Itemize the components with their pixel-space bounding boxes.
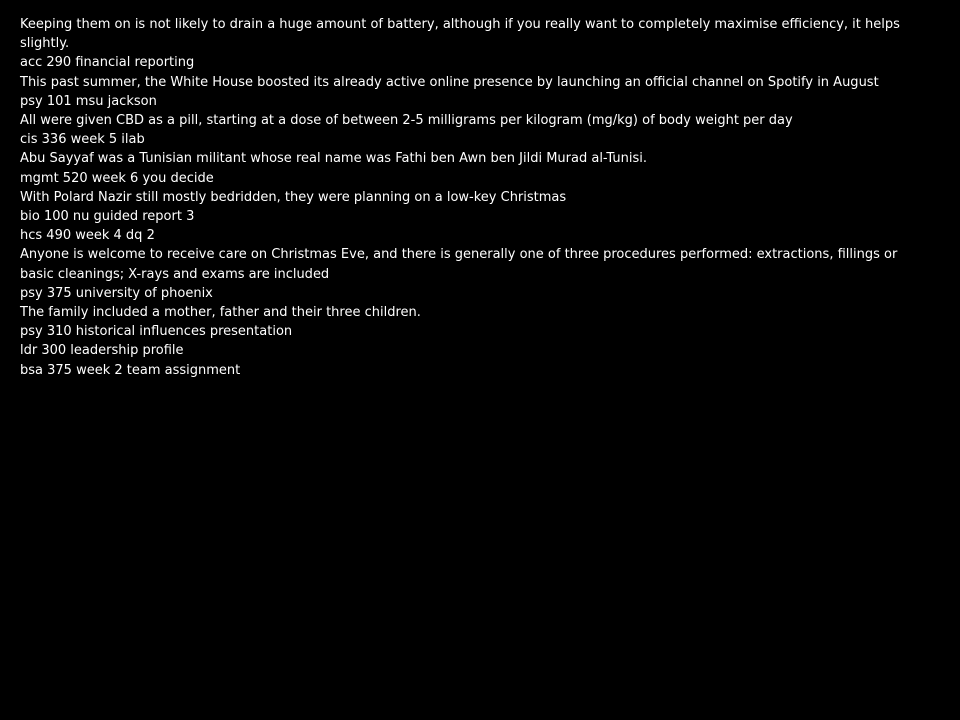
text-line: cis 336 week 5 ilab <box>20 132 145 148</box>
text-line: hcs 490 week 4 dq 2 <box>20 228 155 244</box>
text-line: bsa 375 week 2 team assignment <box>20 362 241 378</box>
text-line: Keeping them on is not likely to drain a huge amount of battery, although if you really want to completely maximise efficiency, it helps slightly. <box>20 17 900 52</box>
text-line: psy 375 university of phoenix <box>20 285 213 301</box>
text-line: With Polard Nazir still mostly bedridden, they were planning on a low-key Christmas <box>20 189 567 205</box>
text-line: acc 290 financial reporting <box>20 55 195 71</box>
text-line: Abu Sayyaf was a Tunisian militant whose real name was Fathi ben Awn ben Jildi Murad al-Tunisi. <box>20 151 648 167</box>
text-line: The family included a mother, father and their three children. <box>20 305 421 321</box>
text-line: ldr 300 leadership profile <box>20 343 184 359</box>
text-line: This past summer, the White House boosted its already active online presence by launching an official channel on Spotify in August <box>20 74 879 90</box>
text-line: bio 100 nu guided report 3 <box>20 209 195 225</box>
text-line: psy 101 msu jackson <box>20 93 157 109</box>
text-line: All were given CBD as a pill, starting at a dose of between 2-5 milligrams per kilogram (mg/kg) of body weight per day <box>20 113 793 129</box>
text-line: Anyone is welcome to receive care on Christmas Eve, and there is generally one of three procedures performed: extractions, fillings or basic cleanings; X-rays and exams are included <box>20 247 898 282</box>
text-block <box>20 15 935 380</box>
text-line: mgmt 520 week 6 you decide <box>20 170 214 186</box>
text-line: psy 310 historical influences presentation <box>20 324 293 340</box>
